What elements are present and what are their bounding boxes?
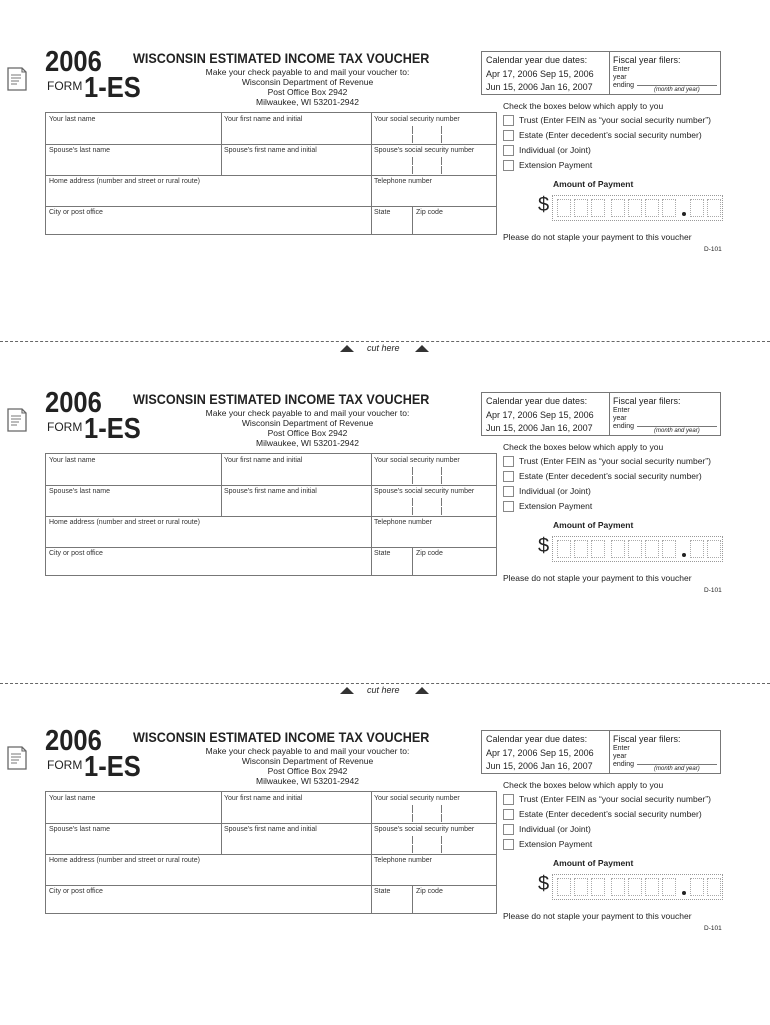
zip-field[interactable]: Zip code (416, 209, 443, 216)
fiscal-heading: Fiscal year filers: (613, 396, 681, 406)
estate-label: Estate (Enter decedent’s social security number) (519, 471, 702, 481)
home-address-field[interactable]: Home address (number and street or rural route) (49, 519, 200, 526)
form-number: 1-ES (84, 72, 141, 104)
triangle-up-icon (415, 687, 429, 694)
amount-input[interactable] (552, 874, 723, 900)
due-dates-box (481, 392, 721, 436)
taxpayer-fields (45, 791, 497, 914)
form-code: D-101 (704, 246, 722, 253)
fiscal-year-input[interactable] (637, 764, 717, 765)
trust-label: Trust (Enter FEIN as “your social security number”) (519, 456, 711, 466)
address-line: Milwaukee, WI 53201-2942 (255, 97, 359, 107)
individual-label: Individual (or Joint) (519, 824, 591, 834)
trust-label: Trust (Enter FEIN as “your social security number”) (519, 794, 711, 804)
telephone-field[interactable]: Telephone number (374, 178, 432, 185)
fiscal-ending: ending (613, 423, 635, 430)
city-field[interactable]: City or post office (49, 888, 103, 895)
calendar-dates-1: Apr 17, 2006 Sep 15, 2006 (486, 69, 594, 79)
extension-checkbox[interactable] (503, 839, 514, 850)
cut-line-2 (0, 683, 770, 699)
triangle-up-icon (340, 345, 354, 352)
fiscal-enter: Enter (613, 407, 630, 414)
row-city (46, 206, 496, 235)
trust-label: Trust (Enter FEIN as “your social security number”) (519, 115, 711, 125)
row-spouse (46, 823, 496, 855)
amount-label: Amount of Payment (553, 179, 634, 189)
dollar-sign: $ (538, 873, 550, 895)
row-names (46, 113, 496, 145)
spouse-last-name-field[interactable]: Spouse’s last name (49, 826, 110, 833)
form-label: FORM (47, 420, 83, 434)
decimal-point (682, 212, 686, 216)
triangle-up-icon (340, 687, 354, 694)
form-label: FORM (47, 758, 83, 772)
row-names (46, 454, 496, 486)
voucher-title: WISCONSIN ESTIMATED INCOME TAX VOUCHER (133, 391, 430, 407)
home-address-field[interactable]: Home address (number and street or rural route) (49, 178, 200, 185)
voucher-2 (0, 387, 770, 687)
extension-checkbox[interactable] (503, 160, 514, 171)
individual-checkbox-row[interactable] (503, 145, 591, 156)
form-label: FORM (47, 79, 83, 93)
individual-checkbox[interactable] (503, 145, 514, 156)
ssn-field[interactable]: Your social security number (374, 116, 460, 123)
form-code: D-101 (704, 925, 722, 932)
due-dates-box (481, 51, 721, 95)
decimal-point (682, 891, 686, 895)
voucher-title: WISCONSIN ESTIMATED INCOME TAX VOUCHER (133, 50, 430, 66)
check-boxes-heading: Check the boxes below which apply to you (503, 101, 664, 111)
row-spouse (46, 144, 496, 176)
form-year: 2006 (45, 46, 102, 78)
trust-checkbox[interactable] (503, 115, 514, 126)
taxpayer-fields (45, 112, 497, 235)
row-address (46, 854, 496, 886)
staple-note: Please do not staple your payment to this voucher (503, 573, 692, 583)
trust-checkbox-row[interactable] (503, 456, 711, 467)
fiscal-enter: Enter (613, 745, 630, 752)
cut-here-label: cut here (367, 343, 400, 353)
row-city (46, 547, 496, 576)
document-icon (6, 745, 28, 771)
trust-checkbox[interactable] (503, 456, 514, 467)
calendar-dates-2: Jun 15, 2006 Jan 16, 2007 (486, 82, 593, 92)
first-name-field[interactable]: Your first name and initial (224, 457, 303, 464)
individual-label: Individual (or Joint) (519, 145, 591, 155)
address-line: Wisconsin Department of Revenue (241, 77, 374, 87)
fiscal-year: year (613, 753, 627, 760)
amount-input[interactable] (552, 195, 723, 221)
document-icon (6, 66, 28, 92)
mailing-address (170, 67, 445, 107)
extension-label: Extension Payment (519, 839, 593, 849)
estate-checkbox-row[interactable] (503, 809, 702, 820)
form-year: 2006 (45, 387, 102, 419)
fiscal-month-year-hint: (month and year) (654, 428, 700, 434)
city-field[interactable]: City or post office (49, 550, 103, 557)
estate-label: Estate (Enter decedent’s social security number) (519, 809, 702, 819)
row-names (46, 792, 496, 824)
last-name-field[interactable]: Your last name (49, 116, 96, 123)
individual-checkbox[interactable] (503, 824, 514, 835)
estate-checkbox[interactable] (503, 130, 514, 141)
staple-note: Please do not staple your payment to this voucher (503, 911, 692, 921)
estate-label: Estate (Enter decedent’s social security number) (519, 130, 702, 140)
spouse-ssn-field[interactable]: Spouse’s social security number (374, 147, 475, 154)
form-year: 2006 (45, 725, 102, 757)
address-line: Post Office Box 2942 (267, 87, 348, 97)
fiscal-heading: Fiscal year filers: (613, 734, 681, 744)
fiscal-ending: ending (613, 82, 635, 89)
calendar-heading: Calendar year due dates: (486, 734, 588, 744)
calendar-dates-2: Jun 15, 2006 Jan 16, 2007 (486, 761, 593, 771)
amount-label: Amount of Payment (553, 520, 634, 530)
cut-here-label: cut here (367, 685, 400, 695)
individual-label: Individual (or Joint) (519, 486, 591, 496)
calendar-dates-2: Jun 15, 2006 Jan 16, 2007 (486, 423, 593, 433)
calendar-dates-1: Apr 17, 2006 Sep 15, 2006 (486, 748, 594, 758)
individual-checkbox-row[interactable] (503, 486, 591, 497)
calendar-heading: Calendar year due dates: (486, 396, 588, 406)
extension-checkbox-row[interactable] (503, 160, 592, 171)
spouse-ssn-field[interactable]: Spouse’s social security number (374, 826, 475, 833)
ssn-field[interactable]: Your social security number (374, 795, 460, 802)
trust-checkbox[interactable] (503, 794, 514, 805)
trust-checkbox-row[interactable] (503, 115, 711, 126)
triangle-up-icon (415, 345, 429, 352)
address-line: Make your check payable to and mail your voucher to: (205, 67, 410, 77)
calendar-heading: Calendar year due dates: (486, 55, 588, 65)
telephone-field[interactable]: Telephone number (374, 519, 432, 526)
voucher-1 (0, 46, 770, 346)
address-line: Wisconsin Department of Revenue (241, 756, 374, 766)
fiscal-year: year (613, 74, 627, 81)
calendar-dates-1: Apr 17, 2006 Sep 15, 2006 (486, 410, 594, 420)
fiscal-enter: Enter (613, 66, 630, 73)
amount-label: Amount of Payment (553, 858, 634, 868)
spouse-first-name-field[interactable]: Spouse’s first name and initial (224, 488, 317, 495)
address-line: Milwaukee, WI 53201-2942 (255, 438, 359, 448)
extension-checkbox-row[interactable] (503, 839, 592, 850)
amount-input[interactable] (552, 536, 723, 562)
fiscal-year-input[interactable] (637, 426, 717, 427)
extension-checkbox-row[interactable] (503, 501, 592, 512)
first-name-field[interactable]: Your first name and initial (224, 116, 303, 123)
address-line: Milwaukee, WI 53201-2942 (255, 776, 359, 786)
check-boxes-heading: Check the boxes below which apply to you (503, 442, 664, 452)
estate-checkbox[interactable] (503, 471, 514, 482)
fiscal-month-year-hint: (month and year) (654, 87, 700, 93)
dollar-sign: $ (538, 194, 550, 216)
fiscal-heading: Fiscal year filers: (613, 55, 681, 65)
spouse-first-name-field[interactable]: Spouse’s first name and initial (224, 147, 317, 154)
zip-field[interactable]: Zip code (416, 550, 443, 557)
check-boxes-heading: Check the boxes below which apply to you (503, 780, 664, 790)
address-line: Make your check payable to and mail your voucher to: (205, 408, 410, 418)
row-address (46, 175, 496, 207)
address-line: Post Office Box 2942 (267, 766, 348, 776)
first-name-field[interactable]: Your first name and initial (224, 795, 303, 802)
address-line: Post Office Box 2942 (267, 428, 348, 438)
extension-label: Extension Payment (519, 160, 593, 170)
spouse-last-name-field[interactable]: Spouse’s last name (49, 147, 110, 154)
fiscal-year-input[interactable] (637, 85, 717, 86)
spouse-last-name-field[interactable]: Spouse’s last name (49, 488, 110, 495)
state-field[interactable]: State (374, 550, 391, 557)
voucher-title: WISCONSIN ESTIMATED INCOME TAX VOUCHER (133, 729, 430, 745)
address-line: Wisconsin Department of Revenue (241, 418, 374, 428)
decimal-point (682, 553, 686, 557)
zip-field[interactable]: Zip code (416, 888, 443, 895)
individual-checkbox[interactable] (503, 486, 514, 497)
form-code: D-101 (704, 587, 722, 594)
address-line: Make your check payable to and mail your voucher to: (205, 746, 410, 756)
cut-line-1 (0, 341, 770, 357)
state-field[interactable]: State (374, 888, 391, 895)
row-spouse (46, 485, 496, 517)
mailing-address (170, 746, 445, 786)
dollar-sign: $ (538, 535, 550, 557)
spouse-ssn-field[interactable]: Spouse’s social security number (374, 488, 475, 495)
staple-note: Please do not staple your payment to this voucher (503, 232, 692, 242)
fiscal-ending: ending (613, 761, 635, 768)
fiscal-year: year (613, 415, 627, 422)
city-field[interactable]: City or post office (49, 209, 103, 216)
due-dates-box (481, 730, 721, 774)
spouse-first-name-field[interactable]: Spouse’s first name and initial (224, 826, 317, 833)
home-address-field[interactable]: Home address (number and street or rural route) (49, 857, 200, 864)
fiscal-month-year-hint: (month and year) (654, 766, 700, 772)
last-name-field[interactable]: Your last name (49, 457, 96, 464)
extension-label: Extension Payment (519, 501, 593, 511)
document-icon (6, 407, 28, 433)
estate-checkbox-row[interactable] (503, 471, 702, 482)
extension-checkbox[interactable] (503, 501, 514, 512)
ssn-field[interactable]: Your social security number (374, 457, 460, 464)
form-number: 1-ES (84, 413, 141, 445)
trust-checkbox-row[interactable] (503, 794, 711, 805)
estate-checkbox-row[interactable] (503, 130, 702, 141)
row-city (46, 885, 496, 914)
state-field[interactable]: State (374, 209, 391, 216)
telephone-field[interactable]: Telephone number (374, 857, 432, 864)
form-number: 1-ES (84, 751, 141, 783)
mailing-address (170, 408, 445, 448)
taxpayer-fields (45, 453, 497, 576)
last-name-field[interactable]: Your last name (49, 795, 96, 802)
voucher-3 (0, 725, 770, 1025)
individual-checkbox-row[interactable] (503, 824, 591, 835)
estate-checkbox[interactable] (503, 809, 514, 820)
row-address (46, 516, 496, 548)
